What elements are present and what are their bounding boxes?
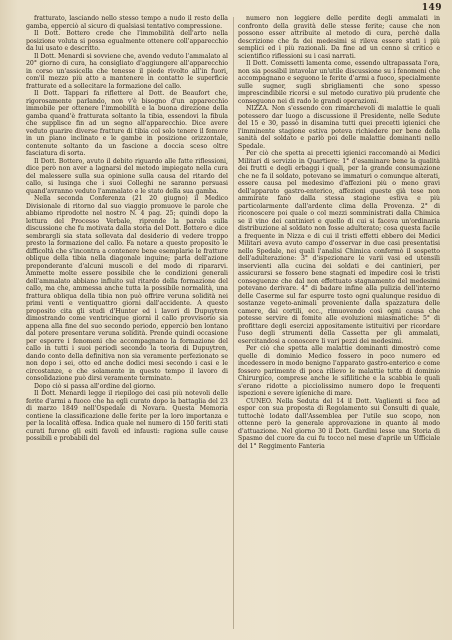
paragraph: numero non leggiere delle perdite degli ammalati in confronto della gravità delle stesse ferite; cause che non possono esser attribuite al metodo di cura, perchè dalla descrizione che fa dei medesimi si rileva essere stati i più semplici ed i più razionali. Da fine ad un cenno sì critico e scientifico riflessioni su i casi narrati. (238, 15, 440, 60)
paragraph: Per ciò che spetta ai precetti igienici raccomandò ai Medici Militari di servizio in Quartiere: 1° d'esaminare bene la qualità dei frutti e degli erbaggi i quali, per la grande consumazione che ne fa il soldato, potevano se immaturi o comunque alterati, essere causa pel medesimo d'affezioni più o meno gravi dell'apparato gastro-enterico, affezioni queste già tese non ammirate fanò dalla stessa stagione estiva e più particolarmente dall'ardente clima della Provenza. 2° di riconoscere poi quale o col mezzi somministrati dalla Chimica se il vino dei cantinieri e quello di cui si faceva un'ordinaria distribuzione al soldato non fosse adulterato; cosa questa facile a frequente in Nizza e di cui il tristi effetti ebbero dei Medici Militari aveva avuto campo d'osservar in due casi presentatisi nello Spedale, nei quali l'analisi Chimica confermò il sospetto dell'adulterazione: 3° d'ispezionare le varii vasi ed utensili inservienti alla cucina dei soldati e dei cantinieri, per assicurarsi se fossero bene stagnati ed impedire così le tristi conseguenze che dal non effettuato stagnamento del medesimi potevano derivare. 4° di badare infine alla pulizia dell'interno delle Caserme sul far espurre tosto ogni qualunque residuo di sostanze vegeto-animali proveniente dalla spazzatura delle camere, dai cortili, ecc., rimuovendo così ogni causa che potesse servire di fomite alle evoluzioni miasmatiche: 5° di profittare degli esercizi appositamente istituitivi per ricordare l'uso degli strumenti della Cassetta per gli ammalati, esercitandosi a conoscere li vari pezzi dei medesimi. (238, 150, 440, 345)
paragraph: Il Dott. Menardi legge il riepilogo dei casi più notevoli delle ferite d'armi a fuoco che ha egli curato dopo la battaglia del 23 di marzo 1849 nell'Ospedale di Novara. Questa Memoria contiene la classificazione delle ferite per la loro importanza e per la località offesa. Indica quale nel numero di 150 feriti stati curati furono gli esiti favoli ed infausti: ragiona sulle cause possibili e probabili del (26, 390, 228, 442)
column-divider (233, 17, 234, 629)
paragraph: Il Dott. Bottero, avuto il debito riguardo alle fatte riflessioni, dice però non aver a lagnarsi del metodo impiegato nella cura del malessere sulla sua opinione sulla causa del ritardo del callo, si lusinga che i suoi Colleghi ne saranno persuasi quand'avranno veduto l'ammalato e le stato della sua gamba. (26, 157, 228, 195)
paragraph: Il Dott. Bottero crede che l'immobilità dell'arto nella posizione voluta si possa egualmente ottenere coll'apparecchio da lui usato e descritto. (26, 30, 228, 52)
paragraph: Il Dott. Tappari fa riflettere al Dott. de Beaufort che, rigorosamente parlando, non v'è bisogno d'un apparecchio immobile per ottenere l'immobilità e la buona direzione della gamba quand'è fratturata soltanto la tibia, essendovi la fibula che supplisce fin ad un segno all'apparecchio. Dice avere veduto guarire diverse fratture di tibia col solo tenere il femore in un piano inclinato e le gambe in posizione orizzontale, contenute soltanto da un fascione a doccia sceso oltre fasciatura di sorta. (26, 90, 228, 157)
paragraph: fratturato, lasciando nello stesso tempo a nudo il resto della gamba, epperciò al sicuro di qualsiasi tentativo compressione. (26, 15, 228, 30)
paragraph: Il Dott. Comissetti lamenta come, essendo ultrapassata l'ora, non sia possibil intavolar un'utile discussione su i fenomeni che accompagnano e seguono le ferite d'armi a fuoco, specialmente sulle sugner, sugli sbrigliamenti che sono spesso imprescindibile ricorsi e sul metodo curativo più prudente che conseguono nei di rado le grandi operazioni. (238, 60, 440, 105)
page-number: 149 (421, 3, 442, 13)
paragraph: CUNEO. Nella Seduta del 14 il Dott. Vaglienti si fece ad espor con sua proposta di Regolamento sui Consulti di quale, tuttochè lodato dall'Assemblea per l'utile suo scopo, non ottenne però la generale approvazione in quanto al modo d'attuazione. Nel giorno 30 il Dott. Gardini lesse una Storia di Spasmo del cuore da cui fu tocco nel mese d'aprile un Ufficiale del 1° Reggimento Fanteria (238, 397, 440, 450)
text-columns (26, 15, 440, 633)
paragraph: Dopo ciò si passa all'ordine del giorno. (34, 382, 156, 390)
right-column (238, 15, 440, 633)
paragraph: Il Dott. Menardi si sovviene che, avendo veduto l'ammalato al 20° giorno di cura, ha consigliato d'aggiungere all'apparecchio in corso un'assicella che tenesse il piede rivolto all'in fuori, com'il mezzo più atto a mantenere in contatto le superficie fratturate ed a sollecitare la formazione del callo. (26, 52, 228, 90)
paragraph: Nella seconda Conferenza (21 20 giugno) il Medico Divisionale di ritorno dal suo viaggio promuove le parole che abbiamo riprodotte nel nostro N. 4 pag. 25; quindi dopo la lettura del Processo Verbale, riprende la parola sulla discussione che fu motivata dalla storia del Dott. Bottero e dice sembrargli sia stata sollevata dal desiderio di vedere troppo presto la formazione del callo. Fa notare a questo proposito le difficoltà che s'incontra a contenere bene esemplarie le fratture oblique della tibia nella diagonale inguine; parla dell'azione preponderante d'alcuni muscoli e del modo di ripararvi. Ammette molte essere possibile che le condizioni generali dell'ammalato abbiano influito sul ritardo della formazione del callo, ma che, ammessa anche tutta la possibile normalità, una frattura obliqua della tibia non può offrire veruna solidità nei primi venti e ventiquattro giorni dall'accidente. A questo proposito cita gli studi d'Hunter ed i lavori di Dupuytren dimostrando come ventricinque giorni il callo provvisorio sia appena alla fine del suo secondo periodo, epperciò ben lontano dal potere presentare veruna solidità. Prende quindi occasione per esporre i fenomeni che accompagnano la formazione del callo in tutti i suoi periodi secondo la teoria di Dupuytren, dando conto della definitiva non sia veramente perfezionato se non dopo i sei, otto ed anche dodici mesi secondo i casi e le circostanze, e che solamente in questo tempo il lavoro di consolidazione può dirsi veramente terminato. (26, 195, 228, 382)
paragraph: NIZZA. Non s'essendo con rimarchevoli di malattie le quali potessero dar luogo a discussione il Presidente, nelle Sedute del 15 e 30, passò in disamina tutti quei precetti igienici che l'imminente stagione estiva poteva richiedere per bene della sanità del soldato e parlò poi delle malattie dominanti nello Spedale. (238, 105, 440, 150)
paragraph: Per ciò che spetta alle malattie dominanti dimostrò come quelle di dominio Medico fossero in poco numero ed incedessero in modo benigno l'apparato gastro-enterico e come fossero parimente di poca rilievo le malattie tutte di dominio Chirurgico, comprese anche le sifilitiche e la scabbia le quali s'erano ridotte a picciolissimo numero dopo le frequenti ispezioni e severe igieniche di mare. (238, 345, 440, 397)
left-column (26, 15, 228, 633)
